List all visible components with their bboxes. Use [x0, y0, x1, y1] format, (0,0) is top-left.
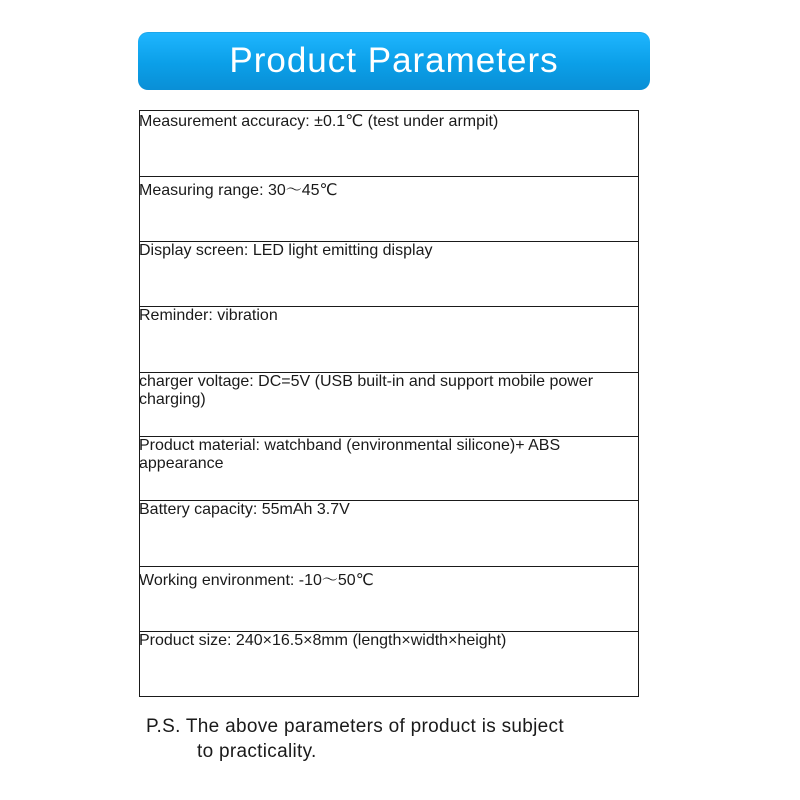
footnote-line-1: P.S. The above parameters of product is subject	[146, 716, 564, 737]
page-title: Product Parameters	[229, 41, 559, 80]
title-banner	[138, 32, 650, 90]
param-reminder: Reminder: vibration	[139, 307, 278, 324]
param-working-environment: Working environment: -10～50℃	[139, 572, 374, 589]
footnote	[146, 714, 564, 764]
param-display-screen: Display screen: LED light emitting display	[139, 242, 433, 259]
param-charger-voltage-cont: support mobile power charging)	[139, 373, 594, 408]
param-measurement-accuracy: Measurement accuracy: ±0.1℃ (test under armpit)	[139, 113, 499, 130]
param-charger-voltage: charger voltage: DC=5V (USB built-in and	[139, 373, 436, 390]
param-product-material-cont: silicone)+ ABS appearance	[139, 437, 561, 472]
footnote-line-2: to practicality.	[197, 741, 317, 762]
param-battery-capacity: Battery capacity: 55mAh 3.7V	[139, 501, 350, 518]
param-product-material: Product material: watchband (environmental	[139, 437, 453, 454]
param-product-size: Product size: 240×16.5×8mm (length×width×height)	[139, 632, 507, 649]
param-measuring-range: Measuring range: 30～45℃	[139, 182, 338, 199]
parameters-table	[139, 110, 639, 697]
